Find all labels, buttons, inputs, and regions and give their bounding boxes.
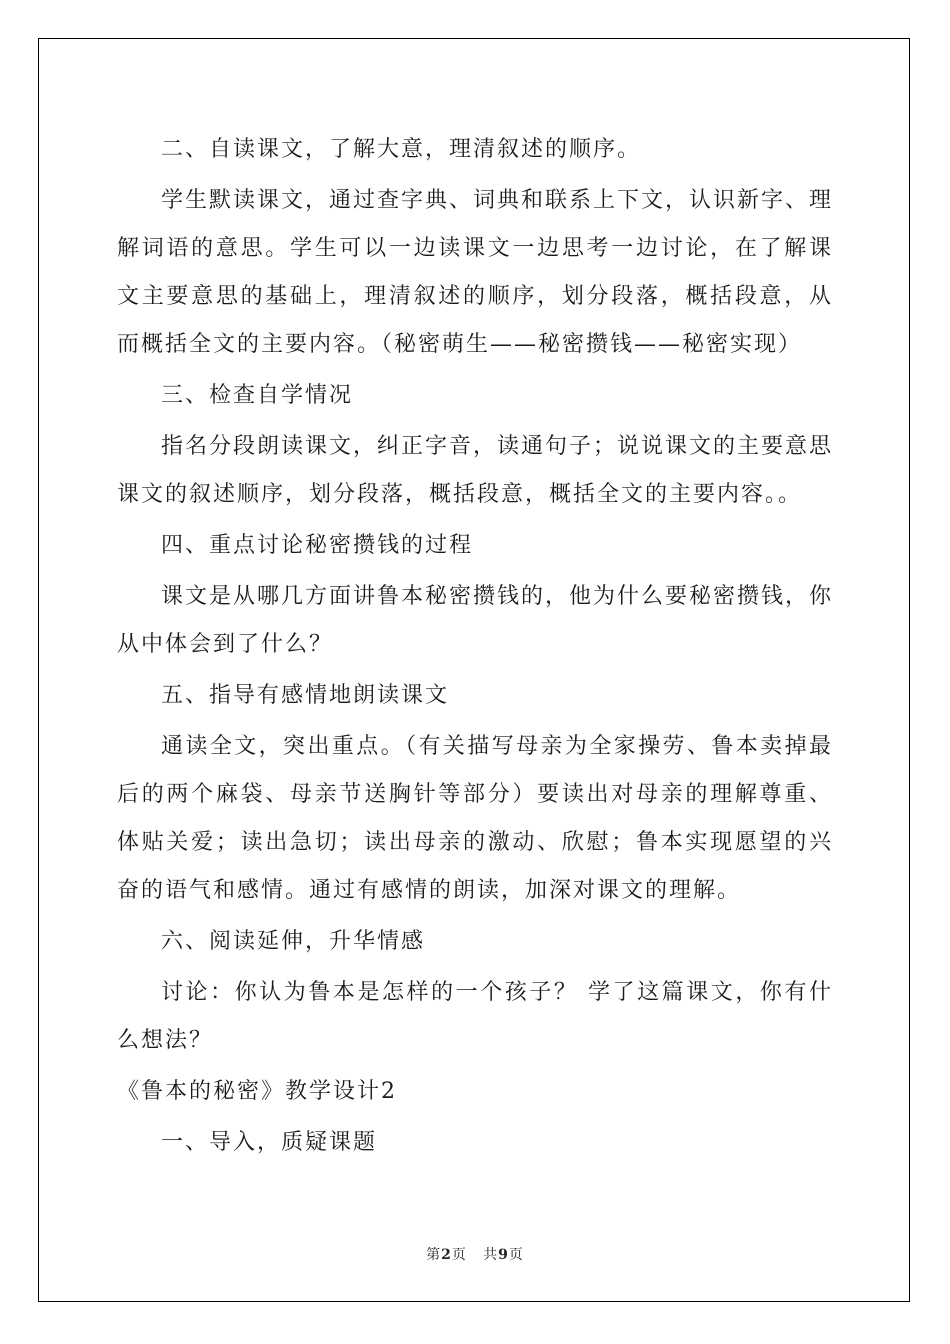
footer-total-prefix: 共 <box>483 1247 499 1263</box>
paragraph-reading-aloud: 通读全文，突出重点。（有关描写母亲为全家操劳、鲁本卖掉最后的两个麻袋、母亲节送胸针等部分）要读出对母亲的理解尊重、体贴关爱；读出急切；读出母亲的激动、欣慰；鲁本实现愿望的兴奋的语气和感情。通过有感情的朗读，加深对课文的理解。 <box>117 734 833 903</box>
page-footer <box>0 1246 950 1264</box>
paragraph-self-reading: 学生默读课文，通过查字典、词典和联系上下文，认识新字、理解词语的意思。学生可以一边读课文一边思考一边讨论，在了解课文主要意思的基础上，理清叙述的顺序，划分段落，概括段意，从而概括全文的主要内容。（秘密萌生——秘密攒钱——秘密实现） <box>117 188 834 357</box>
heading-step-3: 三、检查自学情况 <box>161 383 354 408</box>
paragraph-saving-money: 课文是从哪几方面讲鲁本秘密攒钱的，他为什么要秘密攒钱，你从中体会到了什么？ <box>117 584 834 657</box>
footer-page-suffix: 页 <box>451 1247 467 1263</box>
heading-step-2: 二、自读课文，了解大意，理清叙述的顺序。 <box>161 137 642 162</box>
heading-step-5: 五、指导有感情地朗读课文 <box>161 683 450 708</box>
footer-total-suffix: 页 <box>508 1247 524 1263</box>
paragraph-discussion: 讨论：你认为鲁本是怎样的一个孩子？ 学了这篇课文，你有什么想法？ <box>117 980 833 1053</box>
total-pages-number: 9 <box>498 1247 509 1263</box>
paragraph-check-study: 指名分段朗读课文，纠正字音，读通句子；说说课文的主要意思课文的叙述顺序，划分段落，概括段意，概括全文的主要内容。。 <box>117 434 834 507</box>
section-title: 《鲁本的秘密》教学设计2 <box>117 1079 397 1104</box>
heading-step-6: 六、阅读延伸，升华情感 <box>161 929 426 954</box>
footer-prefix: 第 <box>426 1247 442 1263</box>
document-body <box>117 126 833 1170</box>
current-page-number: 2 <box>441 1247 452 1263</box>
heading-step-1: 一、导入，质疑课题 <box>161 1130 378 1155</box>
heading-step-4: 四、重点讨论秘密攒钱的过程 <box>161 533 474 558</box>
